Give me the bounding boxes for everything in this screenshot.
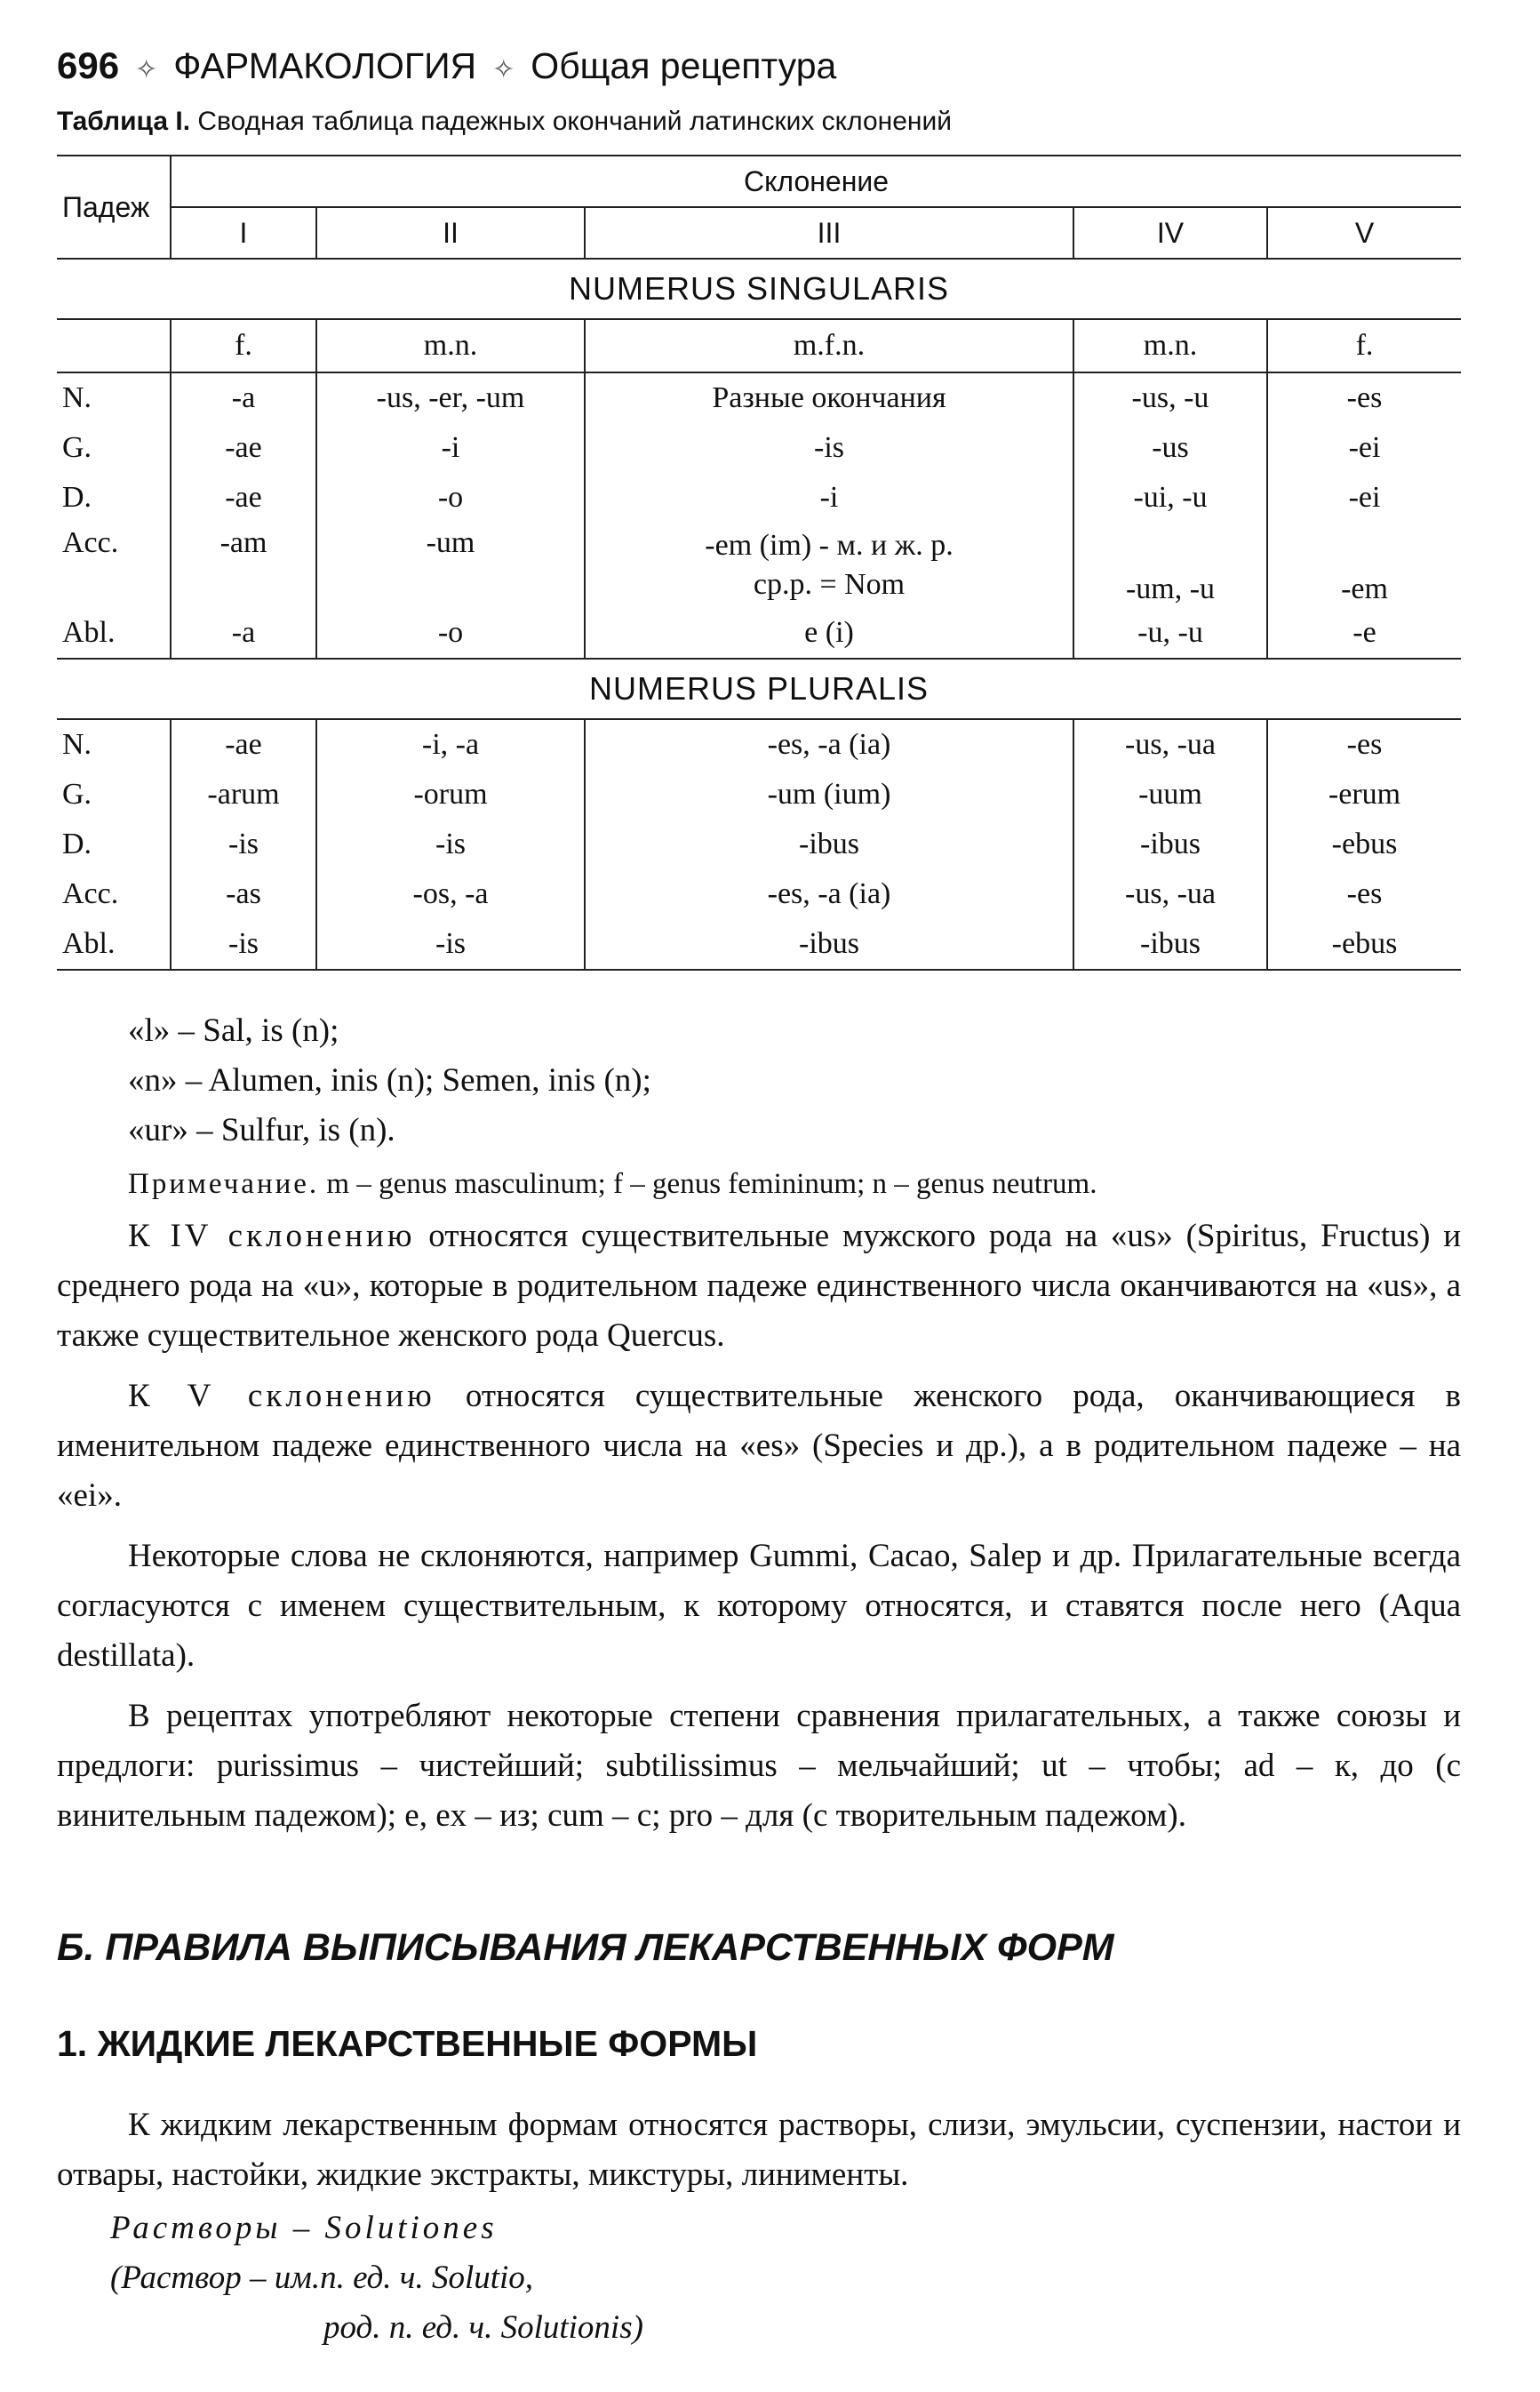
- ending-cell: -i: [316, 423, 585, 473]
- table-row: [57, 372, 1461, 423]
- ending-cell: -uum: [1073, 770, 1267, 820]
- ending-cell: -ebus: [1267, 820, 1461, 869]
- ending-cell: Разные окончания: [585, 372, 1073, 423]
- ending-cell-two-line: [585, 523, 1073, 608]
- paragraph-text: относятся существительные мужского рода на «us» (Spiritus, Fructus) и среднего рода на «u», которые в родительном падеже единственного числа оканчиваются на «us», а также существительное женского рода Quercus.: [57, 1218, 1462, 1354]
- paragraph-text: относятся существительные женского рода, оканчивающиеся в именительном падеже единственного числа на «es» (Species и др.), а в родительном падеже – на «ei».: [57, 1378, 1461, 1514]
- ending-cell: -is: [171, 919, 316, 970]
- case-name: N.: [62, 381, 92, 414]
- case-name: G.: [62, 778, 92, 811]
- ending-cell: -um: [316, 523, 585, 608]
- case-name: Acc.: [62, 526, 119, 559]
- table-row: [57, 770, 1461, 820]
- ending-cell: -ae: [171, 473, 316, 523]
- table-caption-label: Таблица I.: [57, 107, 191, 136]
- gender-cell: m.n.: [316, 319, 585, 372]
- declension-number: II: [316, 207, 585, 259]
- paragraph: В рецептах употребляют некоторые степени сравнения прилагательных, а также союзы и предлоги: purissimus – чистейший; subtilissimus – мельчайший; ut – чтобы; ad – к, до (с винительным падежом); e, ex – из; cum – с; pro – для (с творительным падежом).: [57, 1698, 1461, 1834]
- paragraph: Некоторые слова не склоняются, например Gummi, Cacao, Salep и др. Прилагательные всегда согласуются с именем существительным, к которому относятся, и ставятся после него (Aqua destillata).: [57, 1538, 1461, 1674]
- ending-line: -em (im) - м. и ж. р.: [705, 529, 954, 562]
- ending-cell: -i: [585, 473, 1073, 523]
- ending-cell: -ibus: [1073, 820, 1267, 869]
- ending-cell: -us, -u: [1073, 372, 1267, 423]
- table-caption-text: Сводная таблица падежных окончаний латинских склонений: [197, 107, 952, 136]
- page-number: 696: [57, 44, 120, 86]
- table-row: [57, 869, 1461, 919]
- plural-title-row: [57, 659, 1461, 719]
- case-name: Acc.: [62, 877, 119, 910]
- subsection-title: 1. ЖИДКИЕ ЛЕКАРСТВЕННЫЕ ФОРМЫ: [57, 2023, 758, 2064]
- paragraph: К жидким лекарственным формам относятся растворы, слизи, эмульсии, суспензии, настои и отвары, настойки, жидкие экстракты, микстуры, линименты.: [57, 2107, 1461, 2193]
- table-header-row: [57, 156, 1461, 207]
- case-name: Abl.: [57, 608, 171, 659]
- ending-cell: -ui, -u: [1073, 473, 1267, 523]
- paragraph-lead: К V склонению: [128, 1378, 435, 1414]
- paragraph: [57, 1212, 1461, 1361]
- examples-list: [57, 1006, 1461, 1156]
- declension-number: V: [1267, 207, 1461, 259]
- table-row: [57, 473, 1461, 523]
- ending-cell: -u, -u: [1073, 608, 1267, 659]
- ending-cell: -em: [1267, 523, 1461, 608]
- case-header: Падеж: [57, 156, 171, 259]
- ending-cell: -um, -u: [1073, 523, 1267, 608]
- case-name: G.: [62, 431, 92, 464]
- ending-cell: -ibus: [1073, 919, 1267, 970]
- ending-cell: -us, -ua: [1073, 719, 1267, 770]
- case-name: N.: [62, 728, 92, 761]
- ending-cell: -us: [1073, 423, 1267, 473]
- ending-cell: -a: [171, 372, 316, 423]
- declension-number: I: [171, 207, 316, 259]
- table-row: [57, 523, 1461, 608]
- gender-cell: m.f.n.: [585, 319, 1073, 372]
- ending-cell: -ei: [1267, 473, 1461, 523]
- ending-cell: -ibus: [585, 820, 1073, 869]
- case-name: D.: [62, 481, 92, 514]
- ending-cell: -ei: [1267, 423, 1461, 473]
- chapter-title: Общая рецептура: [531, 45, 837, 86]
- ending-cell: -es: [1267, 719, 1461, 770]
- page: [57, 44, 1461, 2353]
- example-line: «ur» – Sulfur, is (n).: [128, 1112, 395, 1148]
- table-row: [57, 919, 1461, 970]
- declension-numbers-row: [57, 207, 1461, 259]
- note-label: Примечание.: [128, 1168, 320, 1200]
- plural-title: NUMERUS PLURALIS: [57, 659, 1461, 719]
- ending-cell: e (i): [585, 608, 1073, 659]
- ending-cell: -o: [316, 608, 585, 659]
- ending-cell: -es: [1267, 372, 1461, 423]
- ending-cell: -ae: [171, 719, 316, 770]
- case-name: D.: [62, 828, 92, 860]
- table-caption: [57, 107, 1461, 137]
- ending-line: ср.р. = Nom: [753, 568, 906, 601]
- ending-cell: -i, -a: [316, 719, 585, 770]
- declension-header: Склонение: [171, 156, 1461, 207]
- ending-cell: -us, -er, -um: [316, 372, 585, 423]
- ending-cell: -um (ium): [585, 770, 1073, 820]
- ending-cell: -os, -a: [316, 869, 585, 919]
- ending-cell: -am: [171, 523, 316, 608]
- paragraph: [57, 1372, 1461, 1521]
- gender-row: [57, 319, 1461, 372]
- ending-cell: -orum: [316, 770, 585, 820]
- ending-cell: -is: [316, 820, 585, 869]
- note-text: m – genus masculinum; f – genus femininum; n – genus neutrum.: [326, 1168, 1097, 1200]
- ending-cell: -ae: [171, 423, 316, 473]
- paragraph-lead: К IV склонению: [128, 1218, 416, 1254]
- case-name: Abl.: [57, 919, 171, 970]
- section-title: Б. ПРАВИЛА ВЫПИСЫВАНИЯ ЛЕКАРСТВЕННЫХ ФОРМ: [57, 1926, 1114, 1969]
- example-line: «l» – Sal, is (n);: [128, 1012, 339, 1049]
- ending-cell: -es, -a (ia): [585, 869, 1073, 919]
- diamond-separator-icon: ✧: [492, 55, 515, 84]
- ending-cell: -is: [316, 919, 585, 970]
- ending-cell: -arum: [171, 770, 316, 820]
- ending-cell: -e: [1267, 608, 1461, 659]
- ending-cell: -is: [171, 820, 316, 869]
- declension-table: [57, 155, 1461, 971]
- gender-blank: [57, 319, 171, 372]
- ending-cell: -us, -ua: [1073, 869, 1267, 919]
- gender-cell: f.: [1267, 319, 1461, 372]
- singular-title-row: [57, 259, 1461, 319]
- solutions-line: (Раствор – им.п. ед. ч. Solutio,: [110, 2260, 534, 2296]
- table-note: [57, 1168, 1461, 1201]
- declension-number: III: [585, 207, 1073, 259]
- ending-cell: -ibus: [585, 919, 1073, 970]
- solutions-line: род. п. ед. ч. Solutionis): [323, 2309, 643, 2346]
- gender-cell: m.n.: [1073, 319, 1267, 372]
- ending-cell: -as: [171, 869, 316, 919]
- table-row: [57, 423, 1461, 473]
- ending-cell: -ebus: [1267, 919, 1461, 970]
- declension-number: IV: [1073, 207, 1267, 259]
- singular-title: NUMERUS SINGULARIS: [57, 259, 1461, 319]
- ending-cell: -erum: [1267, 770, 1461, 820]
- gender-cell: f.: [171, 319, 316, 372]
- running-header: [57, 44, 1461, 87]
- table-row: [57, 719, 1461, 770]
- ending-cell: -es, -a (ia): [585, 719, 1073, 770]
- ending-cell: -o: [316, 473, 585, 523]
- ending-cell: -is: [585, 423, 1073, 473]
- diamond-separator-icon: ✧: [135, 55, 158, 84]
- example-line: «n» – Alumen, inis (n); Semen, inis (n);: [128, 1062, 651, 1099]
- book-title: ФАРМАКОЛОГИЯ: [173, 45, 477, 86]
- solutions-title: Растворы – Solutiones: [110, 2210, 498, 2246]
- ending-cell: -es: [1267, 869, 1461, 919]
- table-row: [57, 608, 1461, 659]
- table-row: [57, 820, 1461, 869]
- ending-cell: -a: [171, 608, 316, 659]
